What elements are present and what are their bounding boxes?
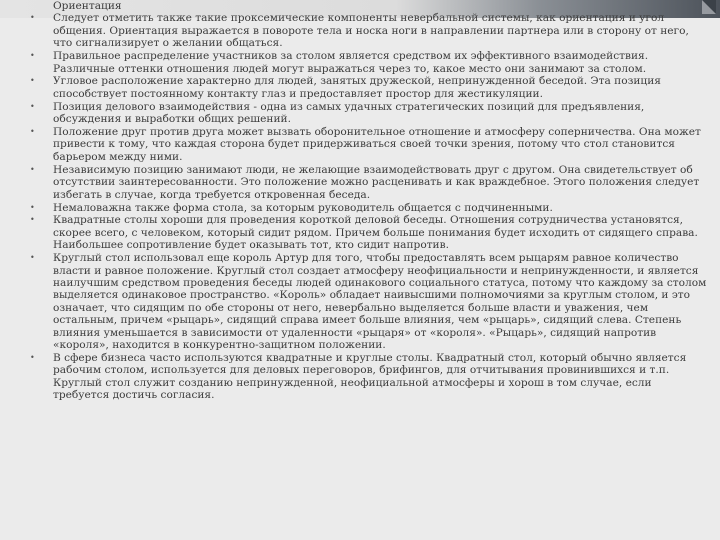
bullet-list [28,12,710,401]
bullet-text: Угловое расположение характерно для людей, занятых дружеской, непринужденной беседой. Эта позиция способствует постоянному контакту глаз и предоставляет простор для жестикуляции. [53,75,661,100]
bullet-item [28,202,710,214]
bullet-item [28,214,710,251]
bullet-icon: • [30,101,35,111]
bullet-text: Немаловажна также форма стола, за которым руководитель общается с подчиненными. [53,201,553,214]
bullet-icon: • [30,215,35,225]
bullet-icon: • [30,51,35,61]
slide-content [28,0,710,402]
bullet-icon: • [30,164,35,174]
bullet-text: Независимую позицию занимают люди, не желающие взаимодействовать друг с другом. Она свидетельствует об отсутствии заинтересованности. Это положение можно расценивать и как враждебное. Этого положения следует избегать в случае, когда требуется откровенная беседа. [53,163,700,201]
bullet-text: Положение друг против друга может вызвать оборонительное отношение и атмосферу соперничества. Она может привести к тому, что каждая сторона будет придерживаться своей точки зрения, потому что стол становится барьером между ними. [53,126,701,163]
bullet-text: Круглый стол использовал еще король Артур для того, чтобы предоставлять всем рыцарям равное количество власти и равное положение. Круглый стол создает атмосферу неофициальности и непринужденности, и является наилучшим средством проведения беседы людей одинакового социального статуса, потому что каждому за столом выделяется одинаковое пространство. «Король» обладает наивысшими полномочиями за круглым столом, и это означает, что сидящим по обе стороны от него, невербально выделяется больше власти и уважения, чем остальным, причем «рыцарь», сидящий справа имеет больше влияния, чем «рыцарь», сидящий слева. Степень влияния уменьшается в зависимости от удаленности «рыцаря» от «короля». «Рыцарь», сидящий напротив «короля», находится в конкурентно-защитном положении. [53,252,707,351]
bullet-item [28,352,710,402]
bullet-item [28,126,710,163]
bullet-text: Позиция делового взаимодействия - одна из самых удачных стратегических позиций для предъявления, обсуждения и выработки общих решений. [53,100,645,126]
bullet-item [28,101,710,126]
bullet-icon: • [30,202,35,212]
bullet-text: Правильное распределение участников за столом является средством их эффективного взаимодействия. Различные оттенки отношения людей могут выражаться через то, какое место они занимают за столом. [53,50,649,75]
bullet-item [28,252,710,351]
bullet-icon: • [30,352,35,362]
bullet-icon: • [30,253,35,263]
bullet-text: В сфере бизнеса часто используются квадратные и круглые столы. Квадратный стол, который обычно является рабочим столом, используется для деловых переговоров, брифингов, для отчитывания провинившихся и т.п. Круглый стол служит созданию непринужденной, неофициальной атмосферы и хорош в том случае, если требуется достичь согласия. [53,351,687,402]
bullet-text: Следует отметить также такие проксемические компоненты невербальной системы, как ориентация и угол общения. Ориентация выражается в повороте тела и носка ноги в направлении партнера или в сторону от него, что сигнализирует о желании общаться. [53,12,689,50]
bullet-text: Квадратные столы хороши для проведения короткой деловой беседы. Отношения сотрудничества установятся, скорее всего, с человеком, который сидит рядом. Причем больше понимания будет исходить от сидящего справа. Наибольшее сопротивление будет оказывать тот, кто сидит напротив. [53,214,698,252]
bullet-item [28,50,710,75]
bullet-item [28,12,710,49]
bullet-icon: • [30,127,35,137]
bullet-item [28,164,710,201]
bullet-icon: • [30,13,35,23]
bullet-icon: • [30,76,35,86]
bullet-item [28,75,710,100]
section-heading: Ориентация [53,0,122,12]
